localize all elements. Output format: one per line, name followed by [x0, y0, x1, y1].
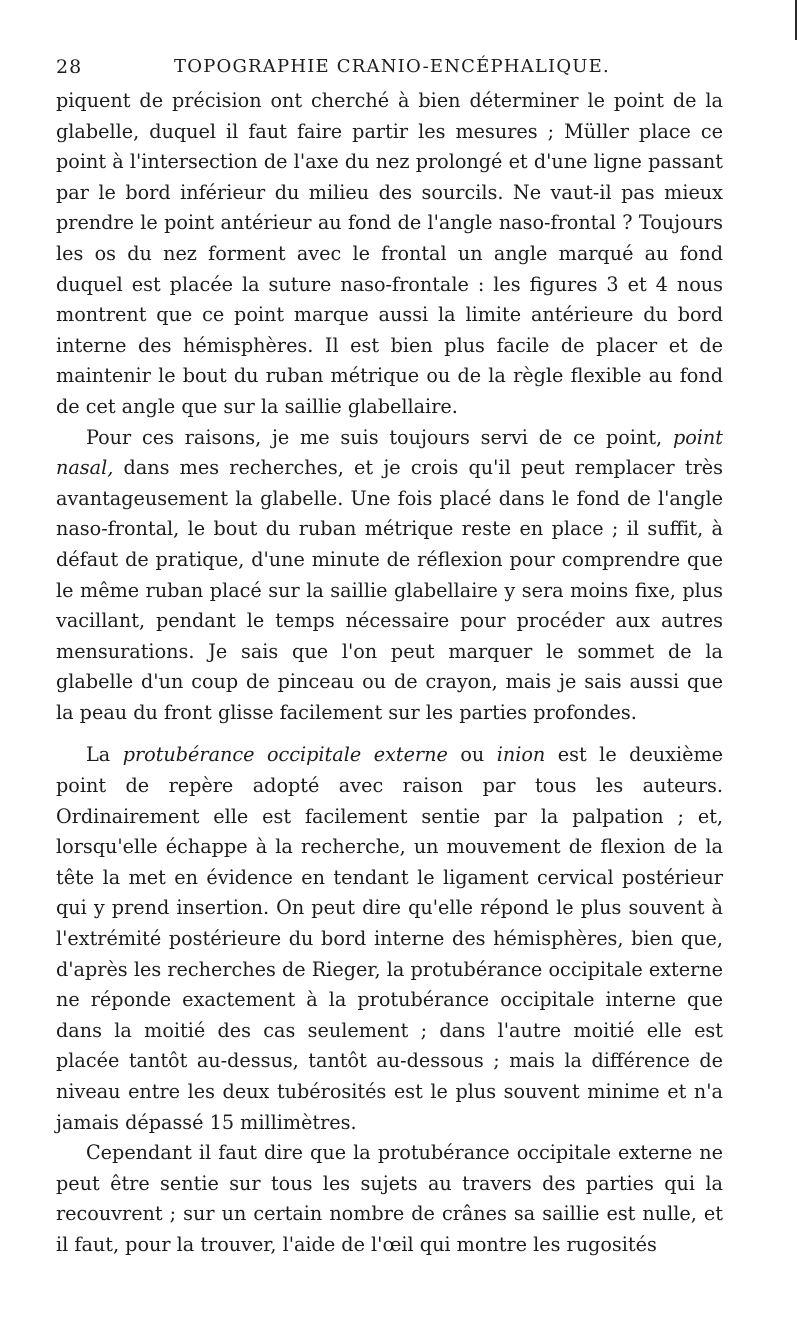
body-text	[56, 86, 723, 1261]
paragraph-2-start: Pour ces raisons, je me suis toujours servi de ce point,	[86, 425, 673, 449]
paragraph-1: piquent de précision ont cherché à bien déterminer le point de la glabelle, duquel il faut faire partir les mesures ; Müller place ce point à l'intersection de l'axe du nez prolongé et d'une ligne passant par le bord inférieur du milieu des sourcils. Ne vaut-il pas mieux prendre le point antérieur au fond de l'angle naso-frontal ? Toujours les os du nez forment avec le frontal un angle marqué au fond duquel est placée la suture naso-frontale : les figures 3 et 4 nous montrent que ce point marque aussi la limite antérieure du bord interne des hémisphères. Il est bien plus facile de placer et de maintenir le bout du ruban métrique ou de la règle flexible au fond de cet angle que sur la saillie glabellaire.	[56, 89, 723, 418]
term-inion: inion	[496, 743, 546, 767]
paragraph-2-rest: dans mes recherches, et je crois qu'il peut remplacer très avantageusement la glabelle. Une fois placé dans le fond de l'angle naso-frontal, le bout du ruban métrique reste en place ; il suffit, à défaut de pratique, d'une minute de réflexion pour comprendre que le même ruban placé sur la saillie glabellaire y sera moins fixe, plus vacillant, pendant le temps nécessaire pour procéder aux autres mensurations. Je sais que l'on peut marquer le sommet de la glabelle d'un coup de pinceau ou de crayon, mais je sais aussi que la peau du front glisse facilement sur les parties profondes.	[56, 456, 723, 724]
page-edge-line	[795, 0, 797, 40]
paragraph-4: Cependant il faut dire que la protubérance occipitale externe ne peut être sentie sur tous les sujets au travers des parties qui la recouvrent ; sur un certain nombre de crânes sa saillie est nulle, et il faut, pour la trouver, l'aide de l'œil qui montre les rugosités	[56, 1141, 723, 1256]
page-number: 28	[56, 56, 83, 78]
term-point-nasal: point nasal,	[56, 425, 723, 480]
paragraph-3-start: La	[86, 743, 123, 767]
paragraph-2	[56, 423, 723, 729]
paragraph-3-connector: ou	[447, 743, 497, 767]
running-title: TOPOGRAPHIE CRANIO-ENCÉPHALIQUE.	[174, 56, 610, 77]
term-protuberance-occipitale-externe: protubérance occipitale externe	[122, 743, 448, 767]
paragraph-3-rest: est le deuxième point de repère adopté avec raison par tous les auteurs. Ordinairement elle est facilement sentie par la palpation ; et, lorsqu'elle échappe à la recherche, un mouvement de flexion de la tête la met en évidence en tendant le ligament cervical postérieur qui y prend insertion. On peut dire qu'elle répond le plus souvent à l'extrémité postérieure du bord interne des hémisphères, bien que, d'après les recherches de Rieger, la protubérance occipitale externe ne réponde exactement à la protubérance occipitale interne que dans la moitié des cas seulement ; dans l'autre moitié elle est placée tantôt au-dessus, tantôt au-dessous ; mais la différence de niveau entre les deux tubérosités est le plus souvent minime et n'a jamais dépassé 15 millimètres.	[56, 743, 724, 1134]
paragraph-3	[56, 740, 723, 1138]
running-header	[56, 56, 720, 84]
